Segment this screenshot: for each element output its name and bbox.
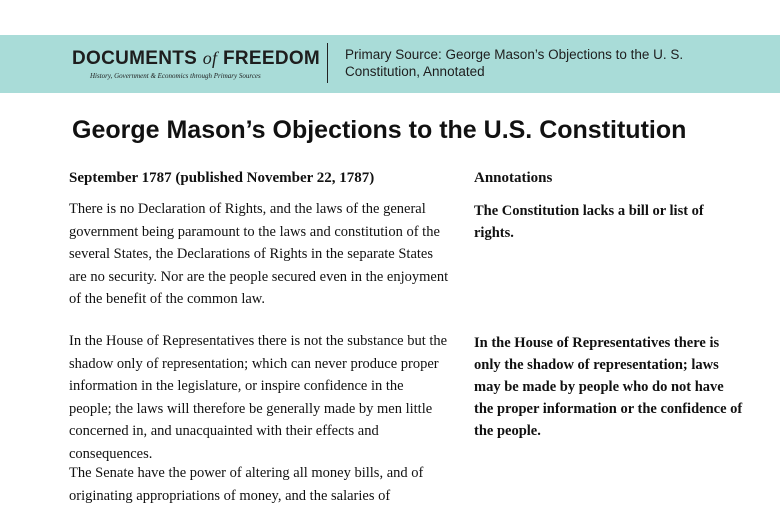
paragraph-declaration-of-rights: There is no Declaration of Rights, and the laws of the general government being paramount to the laws and constitution of the several States, the Declarations of Rights in the separate States are no security. Nor are the people secured even in the enjoyment of the benefit of the common law. <box>69 201 449 307</box>
annotations-heading: Annotations <box>474 170 553 186</box>
logo-tagline: History, Government & Economics through Primary Sources <box>90 72 261 80</box>
paragraph-senate: The Senate have the power of altering all money bills, and of originating appropriations of money, and the salaries of <box>69 465 424 504</box>
documents-of-freedom-logo[interactable] <box>72 48 322 80</box>
logo-wordmark: DOCUMENTS of FREEDOM <box>72 48 321 69</box>
page-title: George Mason’s Objections to the U.S. Constitution <box>72 116 687 144</box>
header-divider <box>327 43 328 83</box>
annotation-house-representation: In the House of Representatives there is only the shadow of representation; laws may be made by people who do not have the proper information or the confidence of the people. <box>474 335 743 439</box>
annotation-bill-of-rights: The Constitution lacks a bill or list of rights. <box>474 203 704 241</box>
paragraph-house-of-representatives: In the House of Representatives there is not the substance but the shadow only of representation; which can never produce proper information in the legislature, or inspire confidence in the people; the laws will therefore be generally made by men little concerned in, and unacquainted with their effects and consequences. <box>69 333 448 462</box>
banner-title: Primary Source: George Mason’s Objections to the U. S. Constitution, Annotated <box>345 47 684 79</box>
date-line: September 1787 (published November 22, 1787) <box>69 170 375 186</box>
